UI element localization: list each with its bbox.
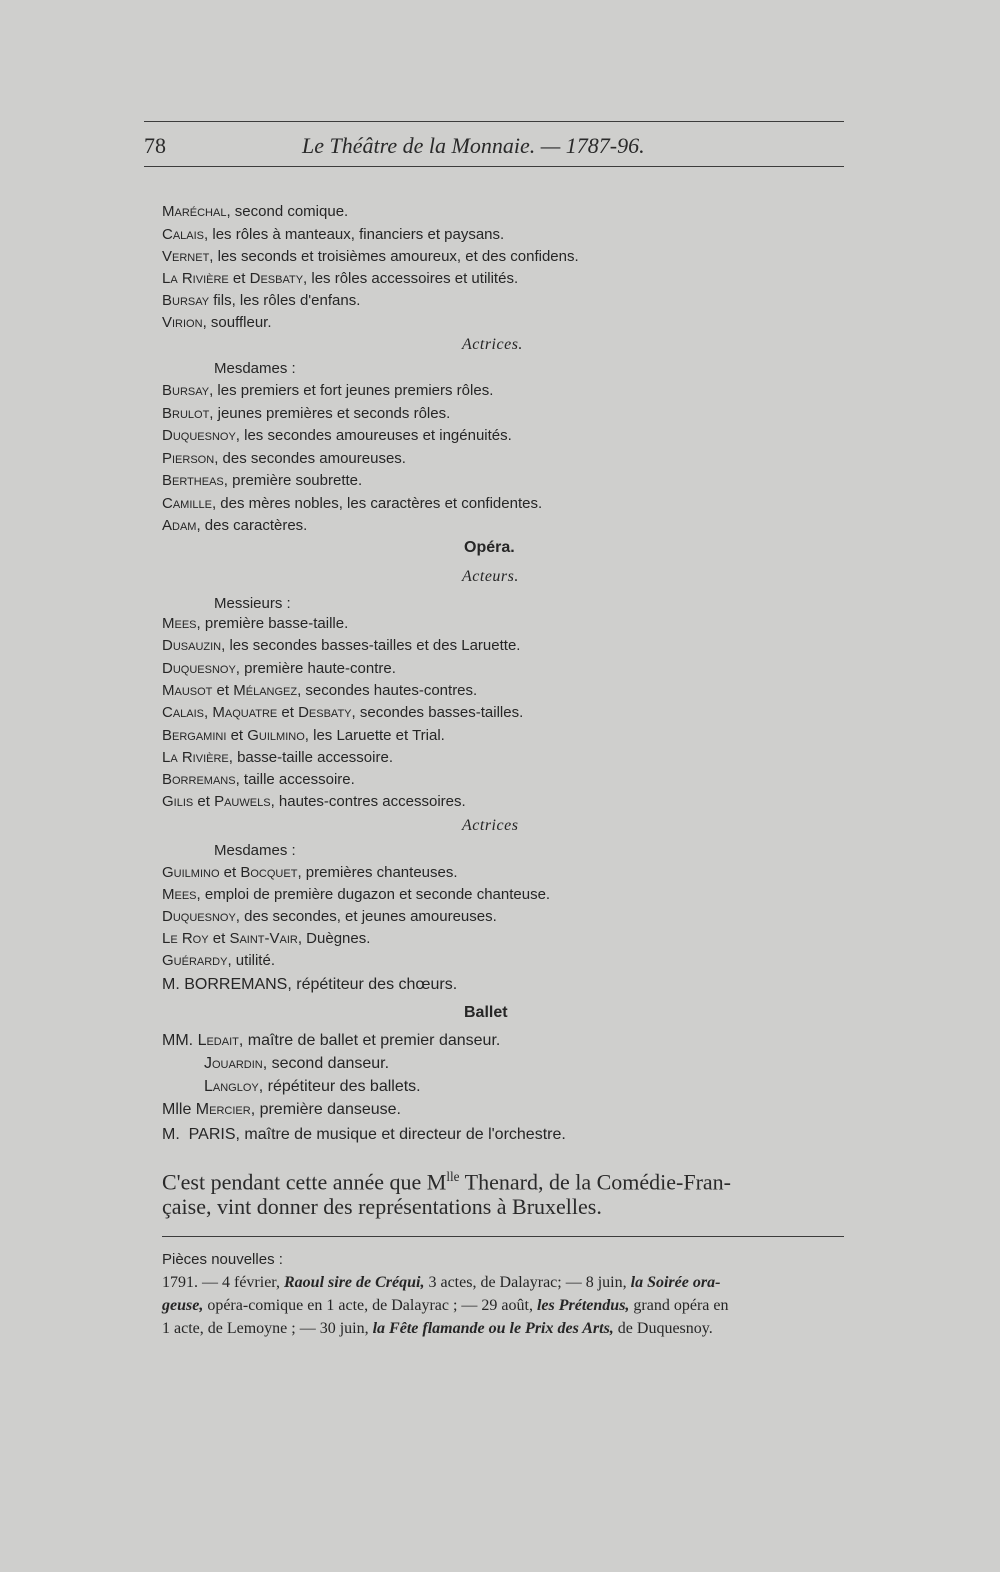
work-title: la Soirée ora- <box>630 1274 721 1291</box>
list-item <box>162 636 520 656</box>
header-rule-top <box>144 121 844 122</box>
actress-name: Bocquet <box>240 864 298 881</box>
list-item <box>162 313 272 333</box>
actress-role: , les secondes amoureuses et ingénuités. <box>235 427 512 444</box>
running-header <box>144 131 844 165</box>
dancer-name: Mercier <box>195 1101 251 1118</box>
list-item <box>162 614 348 634</box>
connector-text: et <box>219 864 241 881</box>
work-title: geuse, <box>162 1297 204 1314</box>
actor-role: , première haute-contre. <box>235 660 396 677</box>
prose-text: C'est pendant cette année que M <box>162 1169 447 1195</box>
list-item <box>162 703 523 723</box>
footnote-text: opéra-comique en 1 acte, de Dalayrac ; — 29 août, <box>203 1297 537 1314</box>
section-subheading: Actrices. <box>462 336 523 353</box>
messieurs-label: Messieurs : <box>214 595 291 612</box>
list-item <box>162 659 396 679</box>
dancer-role: , répétiteur des ballets. <box>258 1078 421 1095</box>
dancer-role: , maître de ballet et premier danseur. <box>238 1032 501 1049</box>
actor-name: Guilmino <box>247 727 305 744</box>
list-item <box>162 863 458 883</box>
list-item <box>162 929 370 949</box>
footnote-text: grand opéra en <box>629 1297 729 1314</box>
actor-name: Mélangez <box>233 682 298 699</box>
list-item <box>162 247 579 267</box>
list-item <box>162 792 466 812</box>
actor-name: Bergamini <box>162 727 227 744</box>
honorific: MM. <box>162 1032 194 1049</box>
list-item <box>162 381 493 401</box>
actor-name: Gilis <box>162 793 194 810</box>
dancer-name: Jouardin <box>204 1055 263 1072</box>
list-item <box>162 269 518 289</box>
actress-name: Saint-Vair <box>229 930 298 947</box>
dancer-role: , première danseuse. <box>250 1101 401 1118</box>
actress-role: , des caractères. <box>196 517 308 534</box>
list-item <box>162 494 542 514</box>
section-subheading: Actrices <box>462 817 519 834</box>
actor-name: Dusauzin <box>162 637 222 654</box>
actress-name: Brulot <box>162 405 210 422</box>
actor-name: Desbaty <box>249 270 304 287</box>
actor-role: fils, les rôles d'enfans. <box>209 292 361 309</box>
list-item <box>162 748 393 768</box>
actor-role: , les rôles à manteaux, financiers et paysans. <box>204 226 505 243</box>
list-item <box>162 770 355 790</box>
actress-name: Pierson <box>162 450 215 467</box>
actor-name: Pauwels <box>214 793 271 810</box>
prose-text: Thenard, de la Comédie-Fran- <box>459 1169 731 1195</box>
list-item <box>204 1077 421 1097</box>
mesdames-label: Mesdames : <box>214 360 296 377</box>
actor-name: Vernet <box>162 248 210 265</box>
actress-name: Bursay <box>162 382 210 399</box>
actor-name: Calais <box>162 704 205 721</box>
list-item <box>162 202 348 222</box>
footnote-text: 3 actes, de Dalayrac; — 8 juin, <box>424 1274 631 1291</box>
section-heading-ballet: Ballet <box>464 1004 508 1021</box>
actress-name: Guérardy <box>162 952 228 969</box>
actor-role: , les seconds et troisièmes amoureux, et des confidens. <box>209 248 579 265</box>
actress-role: , Duègnes. <box>297 930 371 947</box>
footnote-rule <box>162 1236 844 1237</box>
actor-role: , les secondes basses-tailles et des Laruette. <box>221 637 521 654</box>
list-item <box>162 426 512 446</box>
list-item <box>162 449 406 469</box>
connector-text: et <box>212 682 234 699</box>
actress-name: Bertheas <box>162 472 224 489</box>
section-heading-opera: Opéra. <box>464 539 515 556</box>
actor-name: Calais <box>162 226 205 243</box>
actress-role: , emploi de première dugazon et seconde chanteuse. <box>196 886 551 903</box>
dancer-role: , second danseur. <box>262 1055 390 1072</box>
footnote-text: 1791. — 4 février, <box>162 1274 284 1291</box>
chorus-repetiteur: M. BORREMANS, répétiteur des chœurs. <box>162 976 458 993</box>
orchestra-director <box>162 1125 566 1145</box>
actor-role: , souffleur. <box>202 314 272 331</box>
actress-name: Mees <box>162 886 197 903</box>
dancer-name: Langloy <box>204 1078 259 1095</box>
mesdames-label: Mesdames : <box>214 842 296 859</box>
footnote-text: de Duquesnoy. <box>613 1320 713 1337</box>
actress-name: Camille <box>162 495 212 512</box>
actress-name: Duquesnoy <box>162 908 236 925</box>
actor-role: , première basse-taille. <box>196 615 349 632</box>
actor-name: Duquesnoy <box>162 660 236 677</box>
list-item <box>204 1054 389 1074</box>
running-title: Le Théâtre de la Monnaie. — 1787-96. <box>302 133 645 158</box>
actress-role: , premières chanteuses. <box>297 864 458 881</box>
dancer-name: Ledait <box>197 1032 239 1049</box>
connector-text: et <box>193 793 215 810</box>
list-item <box>162 1100 401 1120</box>
actor-role: , secondes basses-tailles. <box>351 704 524 721</box>
actor-name: Borremans <box>162 771 236 788</box>
list-item <box>162 951 275 971</box>
actress-name: Duquesnoy <box>162 427 236 444</box>
actor-role: , second comique. <box>226 203 349 220</box>
section-subheading: Acteurs. <box>462 568 519 585</box>
connector-text: et <box>226 727 248 744</box>
actor-name: Mees <box>162 615 197 632</box>
actor-role: , les Laruette et Trial. <box>304 727 445 744</box>
actor-name: La Rivière <box>162 749 229 766</box>
list-item <box>162 681 477 701</box>
actress-role: , jeunes premières et seconds rôles. <box>209 405 451 422</box>
actor-role: , basse-taille accessoire. <box>228 749 393 766</box>
actress-name: Adam <box>162 517 197 534</box>
list-item <box>162 404 450 424</box>
connector-text: et <box>277 704 299 721</box>
list-item <box>162 291 360 311</box>
footnote-heading: Pièces nouvelles : <box>162 1251 283 1268</box>
actor-name: Virion <box>162 314 203 331</box>
work-title: la Fête flamande ou le Prix des Arts, <box>372 1320 614 1337</box>
honorific: Mlle <box>162 1101 192 1118</box>
actress-role: , utilité. <box>227 952 275 969</box>
connector-text: et <box>228 270 250 287</box>
connector-text: , <box>204 704 213 721</box>
actor-role: , secondes hautes-contres. <box>297 682 478 699</box>
prose-line: çaise, vint donner des représentations à Bruxelles. <box>162 1194 602 1219</box>
footnote-line <box>162 1294 728 1317</box>
actress-role: , des mères nobles, les caractères et confidentes. <box>211 495 543 512</box>
header-rule-bottom <box>144 166 844 167</box>
actor-role: , taille accessoire. <box>235 771 355 788</box>
list-item <box>162 225 504 245</box>
actor-name: Maréchal <box>162 203 227 220</box>
actress-name: Le Roy <box>162 930 209 947</box>
director-text: PARIS, maître de musique et directeur de l'orchestre. <box>188 1126 566 1143</box>
actor-name: Bursay <box>162 292 210 309</box>
list-item <box>162 726 445 746</box>
actress-role: , les premiers et fort jeunes premiers rôles. <box>209 382 494 399</box>
list-item <box>162 516 307 536</box>
work-title: Raoul sire de Créqui, <box>284 1274 425 1291</box>
actor-name: Desbaty <box>298 704 352 721</box>
list-item <box>162 471 362 491</box>
actress-role: , des secondes amoureuses. <box>214 450 406 467</box>
page-number: 78 <box>144 133 166 158</box>
footnote-text: 1 acte, de Lemoyne ; — 30 juin, <box>162 1320 373 1337</box>
actress-role: , première soubrette. <box>223 472 363 489</box>
list-item <box>162 885 550 905</box>
connector-text: et <box>208 930 230 947</box>
work-title: les Prétendus, <box>536 1297 630 1314</box>
actor-name: Mausot <box>162 682 213 699</box>
actor-name: La Rivière <box>162 270 229 287</box>
prose-superscript: lle <box>446 1169 460 1184</box>
footnote-line <box>162 1317 713 1340</box>
actress-role: , des secondes, et jeunes amoureuses. <box>235 908 497 925</box>
actor-role: , les rôles accessoires et utilités. <box>303 270 519 287</box>
footnote-line <box>162 1271 720 1294</box>
actor-name: Maquatre <box>212 704 278 721</box>
list-item <box>162 1031 500 1051</box>
list-item <box>162 907 497 927</box>
actor-role: , hautes-contres accessoires. <box>270 793 466 810</box>
honorific: M. <box>162 1126 180 1143</box>
actress-name: Guilmino <box>162 864 220 881</box>
